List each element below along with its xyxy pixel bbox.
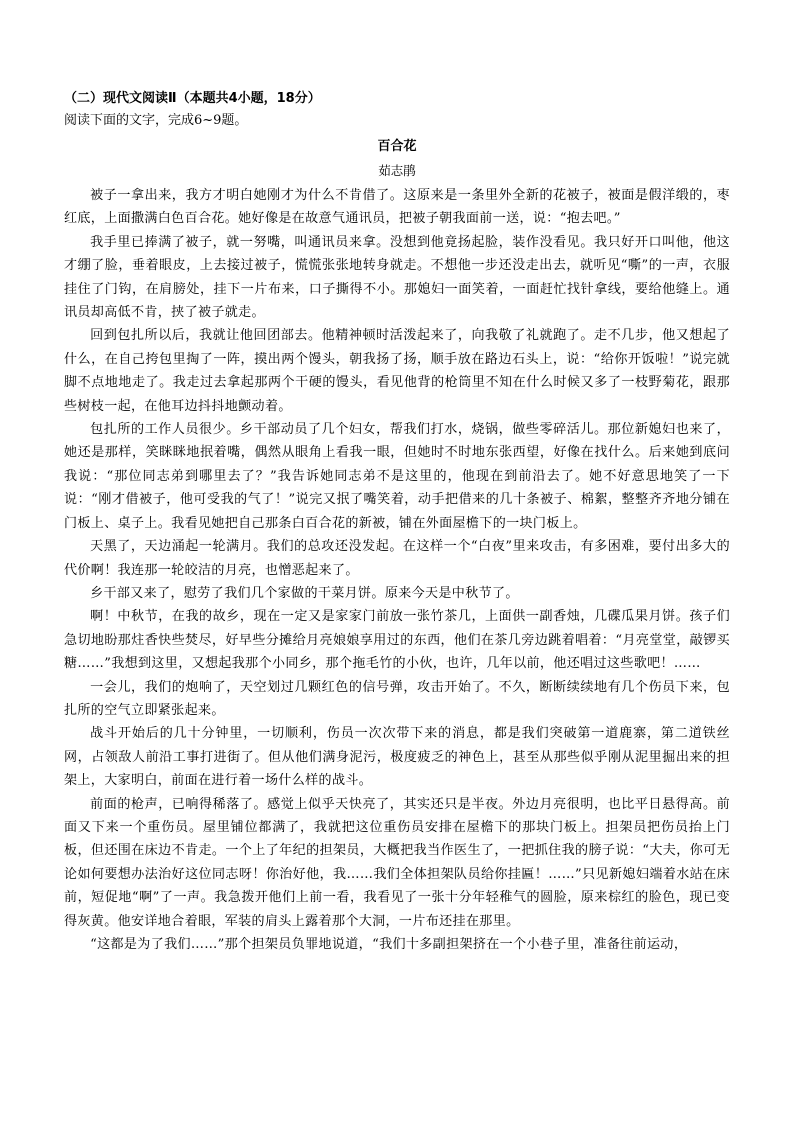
paragraph: 我手里已捧满了被子，就一努嘴，叫通讯员来拿。没想到他竟扬起脸，装作没看见。我只好开口叫他，他这才绷了脸，垂着眼皮，上去接过被子，慌慌张张地转身就走。不想他一步还没走出去，就听见“嘶”的一声，衣服挂住了门钩，在肩膀处，挂下一片布来，口子撕得不小。那媳妇一面笑着，一面赶忙找针拿线，要给他缝上。通讯员却高低不肯，挟了被子就走。 bbox=[64, 234, 730, 321]
paragraph: 啊！中秋节，在我的故乡，现在一定又是家家门前放一张竹茶几，上面供一副香烛，几碟瓜果月饼。孩子们急切地盼那炷香快些焚尽，好早些分摊给月亮娘娘享用过的东西，他们在茶几旁边跳着唱着：“月亮堂堂，敲锣买糖……”我想到这里，又想起我那个小同乡，那个拖毛竹的小伙，也许，几年以前，他还唱过这些歌吧！…… bbox=[64, 609, 730, 672]
section-title: （二）现代文阅读Ⅱ（本题共4小题，18分） bbox=[64, 91, 321, 106]
paragraph: 被子一拿出来，我方才明白她刚才为什么不肯借了。这原来是一条里外全新的花被子，被面是假洋缎的，枣红底，上面撒满白色百合花。她好像是在故意气通讯员，把被子朝我面前一送，说：“抱去吧。” bbox=[64, 188, 730, 227]
paragraph: 乡干部又来了，慰劳了我们几个家做的干菜月饼。原来今天是中秋节了。 bbox=[90, 585, 519, 601]
instruction-text: 阅读下面的文字，完成6~9题。 bbox=[64, 113, 248, 128]
paragraph: 天黑了，天边涌起一轮满月。我们的总攻还没发起。在这样一个“白夜”里来攻击，有多困难，要付出多大的代价啊！我连那一轮皎洁的月亮，也憎恶起来了。 bbox=[64, 539, 730, 578]
article-body bbox=[64, 184, 730, 956]
paragraph: 回到包扎所以后，我就让他回团部去。他精神顿时活泼起来了，向我敬了礼就跑了。走不几步，他又想起了什么，在自己挎包里掏了一阵，摸出两个馒头，朝我扬了扬，顺手放在路边石头上，说：“给你开饭啦！”说完就脚不点地地走了。我走过去拿起那两个干硬的馒头，看见他背的枪筒里不知在什么时候又多了一枝野菊花，跟那些树枝一起，在他耳边抖抖地颤动着。 bbox=[64, 328, 730, 414]
paragraph: “这都是为了我们……”那个担架员负罪地说道，“我们十多副担架挤在一个小巷子里，准备往前运动， bbox=[90, 937, 688, 952]
article-title: 百合花 bbox=[377, 139, 417, 154]
paragraph: 一会儿，我们的炮响了，天空划过几颗红色的信号弹，攻击开始了。不久，断断续续地有几个伤员下来，包扎所的空气立即紧张起来。 bbox=[64, 679, 730, 718]
document-page bbox=[64, 88, 730, 956]
paragraph: 战斗开始后的几十分钟里，一切顺利，伤员一次次带下来的消息，都是我们突破第一道鹿寨，第二道铁丝网，占领敌人前沿工事打进街了。但从他们满身泥污，极度疲乏的神色上，甚至从那些似乎刚从泥里掘出来的担架上，大家明白，前面在进行着一场什么样的战斗。 bbox=[64, 726, 730, 789]
paragraph: 前面的枪声，已响得稀落了。感觉上似乎天快亮了，其实还只是半夜。外边月亮很明，也比平日悬得高。前面又下来一个重伤员。屋里铺位都满了，我就把这位重伤员安排在屋檐下的那块门板上。担架员把伤员抬上门板，但还围在床边不肯走。一个上了年纪的担架员，大概把我当作医生了，一把抓住我的膀子说：“大夫，你可无论如何要想办法治好这位同志呀！你治好他，我……我们全体担架队员给你挂匾！……”只见新媳妇端着水站在床前，短促地“啊”了一声。我急拨开他们上前一看，我看见了一张十分年轻稚气的圆脸，原来棕红的脸色，现已变得灰黄。他安详地合着眼，军装的肩头上露着那个大洞，一片布还挂在那里。 bbox=[64, 796, 730, 929]
paragraph: 包扎所的工作人员很少。乡干部动员了几个妇女，帮我们打水，烧锅，做些零碎活儿。那位新媳妇也来了，她还是那样，笑眯眯地抿着嘴，偶然从眼角上看我一眼，但她时不时地东张西望，好像在找什么。后来她到底问我说：“那位同志弟到哪里去了？”我告诉她同志弟不是这里的，他现在到前沿去了。她不好意思地笑了一下说：“刚才借被子，他可受我的气了！”说完又抿了嘴笑着，动手把借来的几十条被子、棉絮，整整齐齐地分铺在门板上、桌子上。我看见她把自己那条白百合花的新被，铺在外面屋檐下的一块门板上。 bbox=[64, 422, 730, 531]
article-author: 茹志鹃 bbox=[378, 163, 416, 178]
